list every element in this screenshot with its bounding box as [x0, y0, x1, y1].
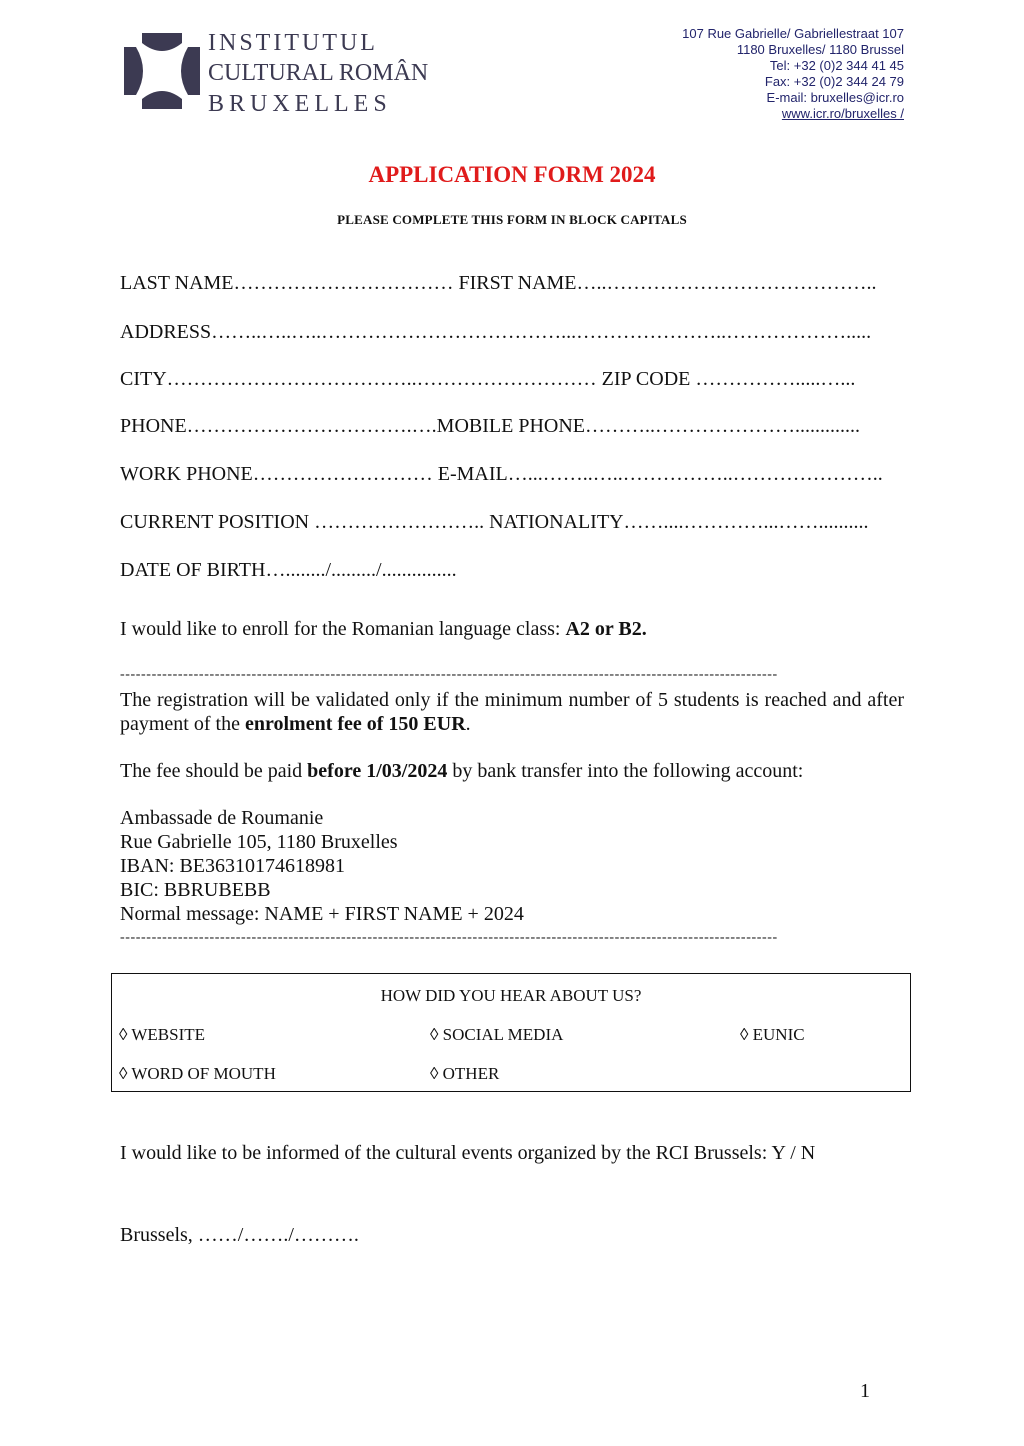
account-holder: Ambassade de Roumanie — [120, 807, 324, 829]
bank-account-block — [120, 806, 904, 926]
validation-end: . — [465, 713, 471, 735]
contact-website-link[interactable]: www.icr.ro/bruxelles / — [781, 106, 904, 121]
field-position-nationality[interactable]: CURRENT POSITION …………………….. NATIONALITY……....…………...…….......... — [120, 511, 869, 533]
inform-events-question[interactable]: I would like to be informed of the cultural events organized by the RCI Brussels: Y / N — [120, 1142, 816, 1164]
fee-text: The fee should be paid — [120, 760, 308, 782]
logo-text-line-3: BRUXELLES — [208, 91, 392, 117]
account-address: Rue Gabrielle 105, 1180 Bruxelles — [120, 831, 398, 853]
fee-deadline: before 1/03/2024 — [307, 760, 448, 782]
option-word-of-mouth[interactable]: ◊ WORD OF MOUTH — [119, 1064, 276, 1083]
option-website[interactable]: ◊ WEBSITE — [119, 1025, 205, 1044]
contact-fax: Fax: +32 (0)2 344 24 79 — [764, 74, 904, 89]
validation-text: The registration will be validated only if the minimum number of 5 students is reached and after payment of the — [120, 689, 904, 735]
logo-text-line-1: INSTITUTUL — [208, 30, 378, 56]
field-last-first-name[interactable]: LAST NAME…………………………… FIRST NAME…..………………………………….. — [120, 272, 877, 294]
contact-email[interactable]: E-mail: bruxelles@icr.ro — [766, 90, 904, 105]
fee-paragraph — [120, 759, 904, 783]
enroll-levels[interactable]: A2 or B2. — [565, 618, 647, 640]
validation-paragraph — [120, 688, 904, 736]
account-bic: BIC: BBRUBEBB — [120, 879, 271, 901]
enrolment-fee: enrolment fee of 150 EUR — [244, 713, 466, 735]
field-date-of-birth[interactable]: DATE OF BIRTH…......../........./............... — [120, 559, 457, 581]
account-iban: IBAN: BE36310174618981 — [120, 855, 345, 877]
enroll-statement — [120, 617, 904, 641]
option-other[interactable]: ◊ OTHER — [430, 1064, 500, 1083]
survey-title: HOW DID YOU HEAR ABOUT US? — [380, 986, 642, 1005]
divider-bottom: ----------------------------------------------------------------------------------------------------------------------------- — [120, 930, 778, 945]
field-city-zip[interactable]: CITY………………………………..……………………… ZIP CODE …………….....…... — [120, 368, 856, 390]
form-subtitle: PLEASE COMPLETE THIS FORM IN BLOCK CAPITALS — [337, 212, 687, 227]
institute-logo-icon — [124, 33, 200, 109]
option-eunic[interactable]: ◊ EUNIC — [740, 1025, 805, 1044]
contact-address-city: 1180 Bruxelles/ 1180 Brussel — [736, 42, 904, 57]
brussels-date-field[interactable]: Brussels, ……/……./………. — [120, 1224, 359, 1246]
contact-address-street: 107 Rue Gabrielle/ Gabriellestraat 107 — [682, 26, 904, 41]
fee-end: by bank transfer into the following account: — [447, 760, 804, 782]
field-address[interactable]: ADDRESS……..…..…..………………………………...…………………..………………..... — [120, 321, 872, 343]
page-number: 1 — [860, 1380, 870, 1402]
field-phone-mobile[interactable]: PHONE…………………………….….MOBILE PHONE………..…………………............. — [120, 415, 860, 437]
field-workphone-email[interactable]: WORK PHONE……………………… E-MAIL…...……..…..……………..………………….. — [120, 463, 883, 485]
divider-top: ----------------------------------------------------------------------------------------------------------------------------- — [120, 667, 778, 682]
option-social-media[interactable]: ◊ SOCIAL MEDIA — [430, 1025, 564, 1044]
enroll-text: I would like to enroll for the Romanian language class: — [120, 618, 566, 640]
how-did-you-hear-box — [111, 973, 911, 1092]
account-message: Normal message: NAME + FIRST NAME + 2024 — [120, 903, 524, 925]
logo-text-line-2: CULTURAL ROMÂN — [208, 60, 429, 86]
contact-block — [682, 26, 904, 122]
form-title: APPLICATION FORM 2024 — [368, 162, 656, 187]
contact-phone: Tel: +32 (0)2 344 41 45 — [769, 58, 904, 73]
